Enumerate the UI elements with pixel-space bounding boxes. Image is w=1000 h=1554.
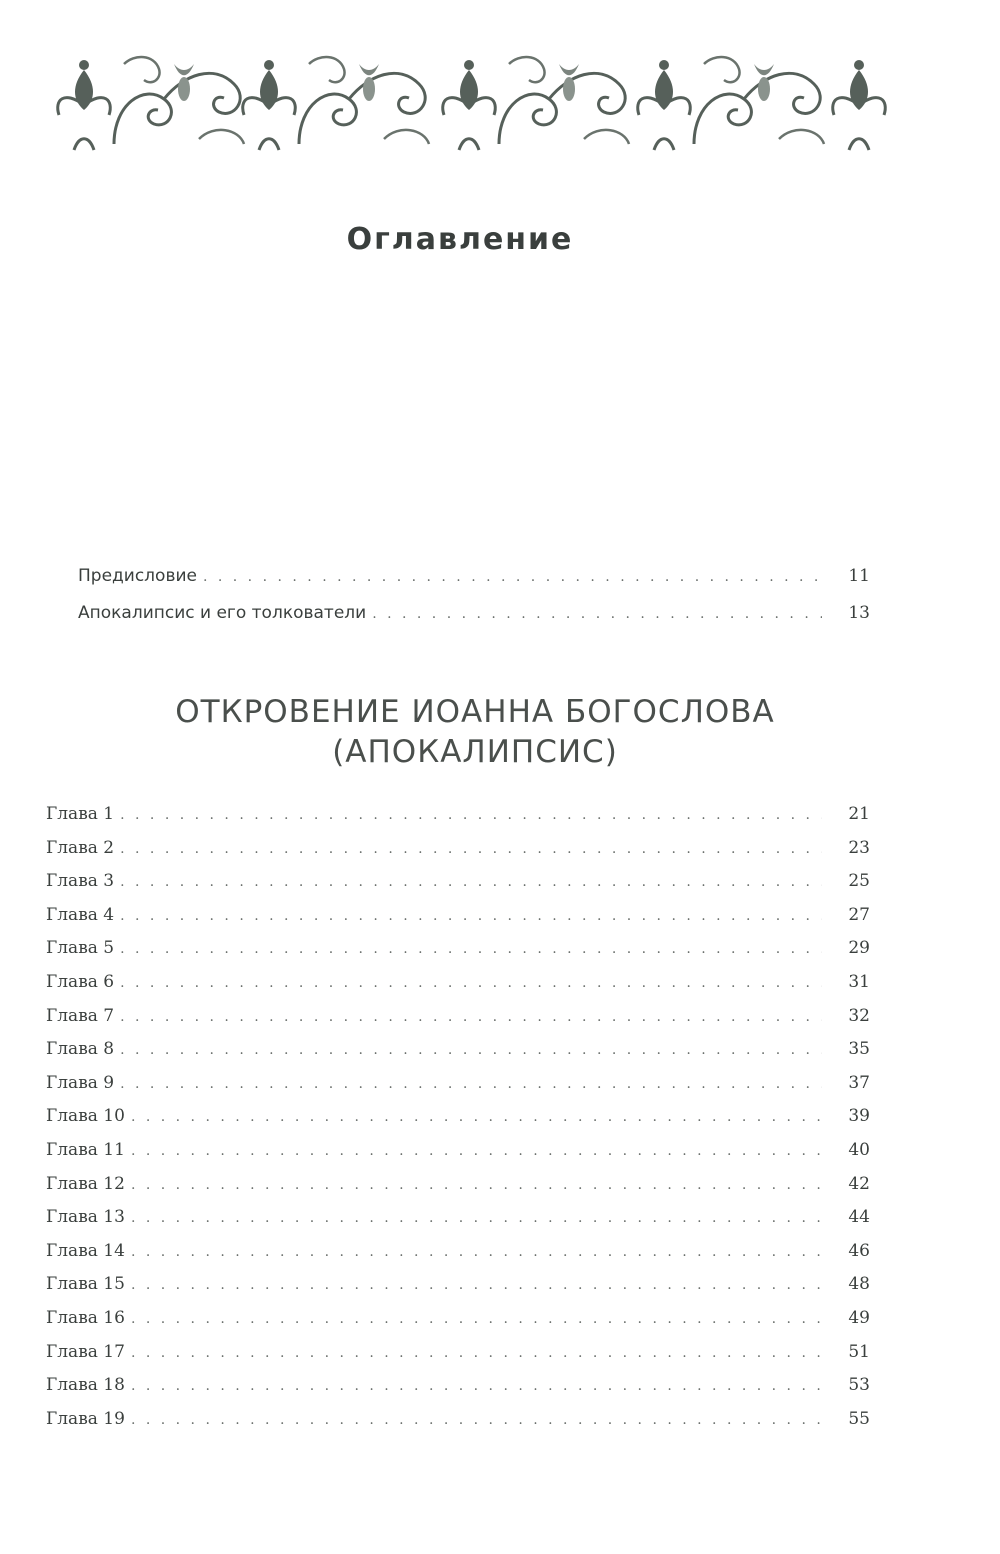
toc-row[interactable] (46, 1241, 870, 1265)
toc-entry-label: Глава 15 (46, 1274, 125, 1295)
toc-entry-label: Глава 2 (46, 837, 115, 858)
toc-entry-page-number: 31 (848, 972, 870, 992)
dot-leader (120, 874, 822, 890)
dot-leader (372, 606, 822, 622)
dot-leader (120, 975, 822, 991)
toc-entry-page-number: 48 (848, 1274, 870, 1295)
toc-entry-page-number: 46 (848, 1240, 870, 1261)
toc-entry-page-number: 21 (848, 804, 870, 824)
toc-entry-page-number: 27 (848, 904, 870, 925)
toc-entry-label: Глава 16 (46, 1308, 125, 1328)
dot-leader (131, 1345, 822, 1361)
toc-entry-page-number: 39 (848, 1106, 870, 1127)
toc-entry-page-number: 53 (848, 1375, 870, 1396)
toc-entry-page-number: 23 (848, 837, 870, 858)
toc-entry-label: Предисловие (78, 566, 197, 586)
section-heading-line-2: (АПОКАЛИПСИС) (332, 734, 618, 770)
dot-leader (131, 1244, 822, 1260)
dot-leader (131, 1177, 822, 1193)
toc-entry-label: Глава 11 (46, 1140, 125, 1160)
toc-row[interactable] (46, 804, 870, 828)
toc-entry-label: Глава 13 (46, 1207, 125, 1228)
toc-row[interactable] (46, 1140, 870, 1164)
toc-row[interactable] (46, 905, 870, 929)
toc-entry-label: Глава 6 (46, 972, 115, 992)
toc-row[interactable] (46, 1308, 870, 1332)
dot-leader (120, 841, 822, 857)
toc-entry-page-number: 25 (848, 871, 870, 892)
toc-entry-page-number: 44 (848, 1207, 870, 1228)
toc-row[interactable] (46, 1006, 870, 1030)
toc-entry-label: Глава 3 (46, 871, 115, 892)
toc-row[interactable] (78, 566, 870, 590)
toc-entry-label: Глава 8 (46, 1039, 115, 1060)
section-heading (0, 692, 950, 772)
toc-row[interactable] (46, 1106, 870, 1130)
toc-entry-label: Глава 12 (46, 1173, 125, 1194)
dot-leader (120, 908, 822, 924)
toc-entry-page-number: 42 (848, 1173, 870, 1194)
toc-row[interactable] (46, 972, 870, 996)
toc-row[interactable] (78, 603, 870, 627)
toc-entry-label: Глава 7 (46, 1005, 115, 1026)
toc-entry-label: Глава 9 (46, 1072, 115, 1093)
toc-entry-page-number: 55 (848, 1408, 870, 1429)
toc-row[interactable] (46, 1207, 870, 1231)
toc-entry-label: Апокалипсис и его толкователи (78, 603, 367, 623)
toc-entry-label: Глава 10 (46, 1106, 125, 1127)
toc-entry-label: Глава 19 (46, 1408, 125, 1429)
toc-entry-page-number: 51 (848, 1341, 870, 1362)
dot-leader (120, 1076, 822, 1092)
toc-row[interactable] (46, 1274, 870, 1298)
toc-entry-page-number: 49 (848, 1308, 870, 1328)
toc-entry-page-number: 32 (848, 1005, 870, 1026)
toc-row[interactable] (46, 1342, 870, 1366)
toc-entry-page-number: 11 (848, 566, 870, 586)
dot-leader (131, 1311, 822, 1327)
ornamental-header-border-icon (44, 44, 900, 156)
toc-row[interactable] (46, 838, 870, 862)
toc-row[interactable] (46, 1073, 870, 1097)
toc-entry-page-number: 40 (848, 1140, 870, 1160)
toc-entry-page-number: 29 (848, 938, 870, 959)
toc-row[interactable] (46, 871, 870, 895)
toc-row[interactable] (46, 1174, 870, 1198)
toc-entry-label: Глава 18 (46, 1375, 125, 1396)
dot-leader (131, 1143, 822, 1159)
dot-leader (120, 807, 822, 823)
dot-leader (120, 1009, 822, 1025)
dot-leader (203, 569, 822, 585)
dot-leader (131, 1412, 822, 1428)
toc-entry-label: Глава 5 (46, 938, 115, 959)
page-title: Оглавление (346, 222, 574, 257)
toc-row[interactable] (46, 1409, 870, 1433)
dot-leader (131, 1277, 822, 1293)
toc-entry-page-number: 13 (848, 603, 870, 623)
toc-entry-label: Глава 17 (46, 1341, 125, 1362)
toc-row[interactable] (46, 1375, 870, 1399)
toc-entry-label: Глава 1 (46, 804, 115, 824)
section-heading-line-1: ОТКРОВЕНИЕ ИОАННА БОГОСЛОВА (175, 694, 775, 730)
toc-row[interactable] (46, 938, 870, 962)
toc-entry-page-number: 37 (848, 1072, 870, 1093)
toc-row[interactable] (46, 1039, 870, 1063)
toc-entry-label: Глава 4 (46, 904, 115, 925)
dot-leader (120, 1042, 822, 1058)
toc-entry-page-number: 35 (848, 1039, 870, 1060)
dot-leader (131, 1378, 822, 1394)
dot-leader (131, 1210, 822, 1226)
toc-entry-label: Глава 14 (46, 1240, 125, 1261)
dot-leader (120, 941, 822, 957)
dot-leader (131, 1109, 822, 1125)
